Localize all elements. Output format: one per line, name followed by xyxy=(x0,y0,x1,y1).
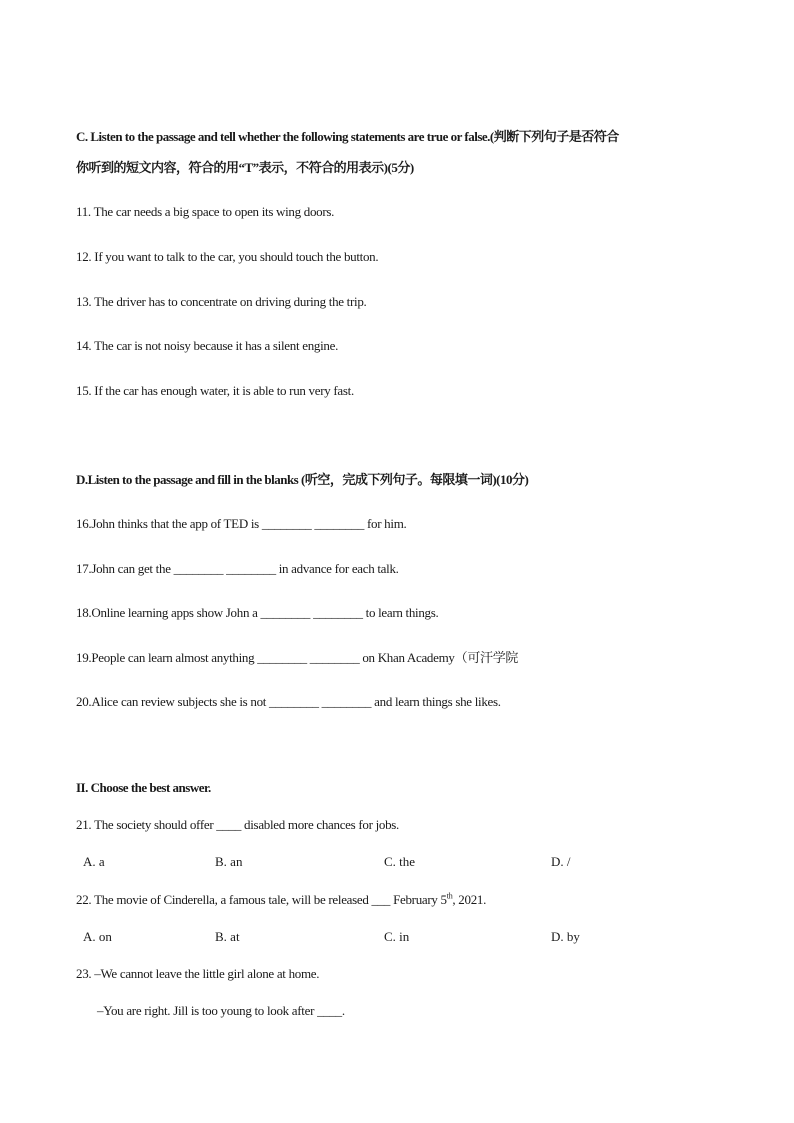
q22-option-b: B. at xyxy=(215,929,240,944)
q22-superscript: th xyxy=(446,891,453,901)
question-23-line2: –You are right. Jill is too young to look after ____. xyxy=(97,1003,345,1018)
q22-text-after: , 2021. xyxy=(452,892,487,907)
section-d-heading: D.Listen to the passage and fill in the blanks (听空，完成下列句子。每限填一词)(10分) xyxy=(76,472,529,487)
question-16: 16.John thinks that the app of TED is ________ ________ for him. xyxy=(76,516,407,531)
question-23-line1: 23. –We cannot leave the little girl alone at home. xyxy=(76,966,320,981)
question-19: 19.People can learn almost anything ________ ________ on Khan Academy（可汗学院 xyxy=(76,650,519,665)
question-22 xyxy=(76,892,486,908)
q21-option-a: A. a xyxy=(83,854,105,869)
question-21-options xyxy=(0,854,794,870)
section-c-heading-line1: C. Listen to the passage and tell whether the following statements are true or false.(判断下列句子是否符合 xyxy=(76,129,619,144)
question-20: 20.Alice can review subjects she is not ________ ________ and learn things she likes. xyxy=(76,694,501,709)
question-15: 15. If the car has enough water, it is able to run very fast. xyxy=(76,383,354,398)
section-ii-heading: II. Choose the best answer. xyxy=(76,780,211,795)
question-22-options xyxy=(0,929,794,945)
question-14: 14. The car is not noisy because it has a silent engine. xyxy=(76,338,339,353)
question-12: 12. If you want to talk to the car, you should touch the button. xyxy=(76,249,379,264)
question-21: 21. The society should offer ____ disabled more chances for jobs. xyxy=(76,817,399,832)
q22-option-a: A. on xyxy=(83,929,112,944)
question-11: 11. The car needs a big space to open its wing doors. xyxy=(76,204,335,219)
q21-option-c: C. the xyxy=(384,854,416,869)
q21-option-b: B. an xyxy=(215,854,243,869)
section-c-heading-line2: 你听到的短文内容，符合的用“T”表示，不符合的用表示)(5分) xyxy=(76,160,414,175)
q22-option-d: D. by xyxy=(551,929,580,944)
q22-option-c: C. in xyxy=(384,929,410,944)
question-18: 18.Online learning apps show John a ________ ________ to learn things. xyxy=(76,605,439,620)
q21-option-d: D. / xyxy=(551,854,571,869)
question-17: 17.John can get the ________ ________ in advance for each talk. xyxy=(76,561,399,576)
q22-text-before: 22. The movie of Cinderella, a famous tale, will be released ___ February 5 xyxy=(76,892,447,907)
question-13: 13. The driver has to concentrate on driving during the trip. xyxy=(76,294,367,309)
